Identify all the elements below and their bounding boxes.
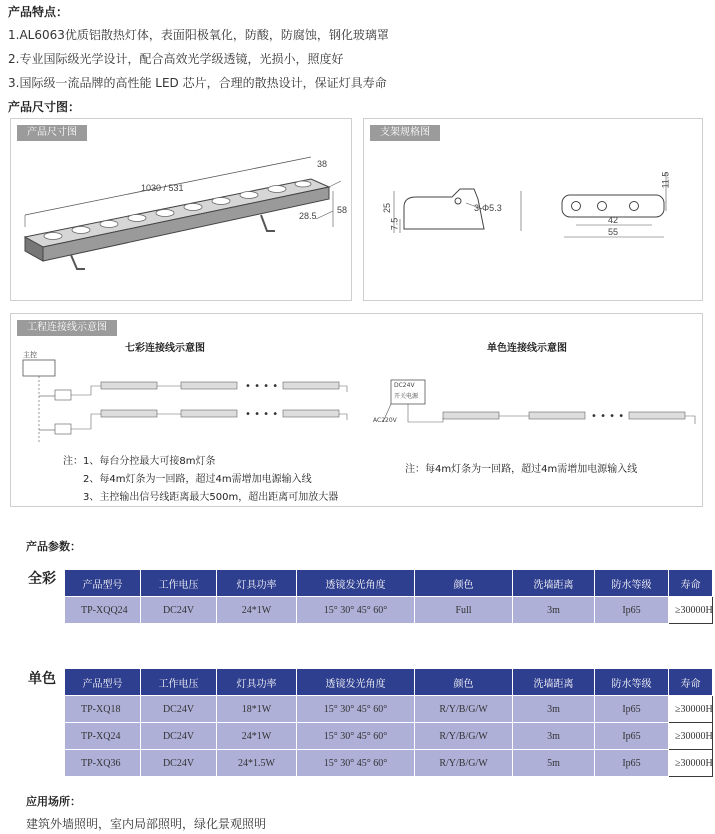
cell-color: R/Y/B/G/W xyxy=(415,750,513,777)
col-wash-distance: 洗墙距离 xyxy=(513,669,595,696)
cell-life: ≥30000H xyxy=(669,597,713,624)
col-power: 灯具功率 xyxy=(217,669,297,696)
col-life: 寿命 xyxy=(669,570,713,597)
ac-label: AC220V xyxy=(373,417,397,424)
dimension-panel-title: 产品尺寸图 xyxy=(17,125,87,141)
rgb-note-2: 2、每4m灯条为一回路，超过4m需增加电源输入线 xyxy=(83,474,312,485)
wiring-panel-title: 工程连接线示意图 xyxy=(17,320,117,336)
cell-voltage: DC24V xyxy=(141,723,217,750)
cell-life: ≥30000H xyxy=(669,723,713,750)
col-ip: 防水等级 xyxy=(595,570,669,597)
dim-55: 55 xyxy=(608,227,619,237)
length-label: 1030 / 531 xyxy=(141,183,184,193)
mono-note: 注：每4m灯条为一回路，超过4m需增加电源输入线 xyxy=(405,464,638,475)
features-heading: 产品特点： xyxy=(8,5,69,19)
col-life: 寿命 xyxy=(669,669,713,696)
cell-distance: 3m xyxy=(513,597,595,624)
wiring-panel xyxy=(10,313,703,507)
cell-angle: 15° 30° 45° 60° xyxy=(297,723,415,750)
dim-58: 58 xyxy=(337,205,348,215)
mono-side-label: 单色 xyxy=(28,671,56,687)
cell-distance: 3m xyxy=(513,696,595,723)
col-wash-distance: 洗墙距离 xyxy=(513,570,595,597)
cell-power: 24*1.5W xyxy=(217,750,297,777)
cell-voltage: DC24V xyxy=(141,597,217,624)
dim-42: 42 xyxy=(608,215,619,225)
cell-angle: 15° 30° 45° 60° xyxy=(297,696,415,723)
cell-life: ≥30000H xyxy=(669,750,713,777)
cell-voltage: DC24V xyxy=(141,750,217,777)
cell-model: TP-XQQ24 xyxy=(65,597,141,624)
mono-params-table xyxy=(64,668,713,777)
col-model: 产品型号 xyxy=(65,669,141,696)
cell-model: TP-XQ18 xyxy=(65,696,141,723)
rgb-note-3: 3、主控输出信号线距离最大500m，超出距离可加放大器 xyxy=(83,492,339,503)
dim-11-5: 11.5 xyxy=(660,171,671,189)
rgb-side-label: 全彩 xyxy=(28,571,56,587)
col-ip: 防水等级 xyxy=(595,669,669,696)
rgb-wiring-title: 七彩连接线示意图 xyxy=(125,343,205,354)
bracket-panel-title: 支架规格图 xyxy=(370,125,440,141)
dimension-panel xyxy=(10,118,352,301)
svg-text:• • • •: • • • • xyxy=(245,381,279,392)
cell-ip: Ip65 xyxy=(595,750,669,777)
feature-item: 1.AL6063优质铝散热灯体，表面阳极氧化，防酸，防腐蚀，钢化玻璃罩 xyxy=(8,28,389,42)
cell-ip: Ip65 xyxy=(595,696,669,723)
col-model: 产品型号 xyxy=(65,570,141,597)
table-row xyxy=(65,750,713,777)
application-text: 建筑外墙照明，室内局部照明，绿化景观照明 xyxy=(26,817,267,831)
cell-color: R/Y/B/G/W xyxy=(415,723,513,750)
cell-ip: Ip65 xyxy=(595,723,669,750)
cell-ip: Ip65 xyxy=(595,597,669,624)
col-color: 颜色 xyxy=(415,669,513,696)
controller-label: 主控 xyxy=(23,351,37,359)
rgb-note-1: 注：1、每台分控最大可接8m灯条 xyxy=(63,456,216,467)
dim-25: 25 xyxy=(382,202,393,214)
bracket-drawing xyxy=(364,119,704,302)
cell-distance: 5m xyxy=(513,750,595,777)
rgb-params-table xyxy=(64,569,713,624)
feature-item: 3.国际级一流品牌的高性能 LED 芯片，合理的散热设计，保证灯具寿命 xyxy=(8,76,387,90)
table-row xyxy=(65,696,713,723)
cell-voltage: DC24V xyxy=(141,696,217,723)
cell-model: TP-XQ24 xyxy=(65,723,141,750)
cell-model: TP-XQ36 xyxy=(65,750,141,777)
col-angle: 透镜发光角度 xyxy=(297,669,415,696)
cell-angle: 15° 30° 45° 60° xyxy=(297,750,415,777)
col-power: 灯具功率 xyxy=(217,570,297,597)
psu-label-1: DC24V xyxy=(394,382,415,389)
size-heading: 产品尺寸图： xyxy=(8,100,81,114)
dim-38: 38 xyxy=(317,159,328,169)
table-row xyxy=(65,597,713,624)
mono-wiring-title: 单色连接线示意图 xyxy=(487,343,567,354)
cell-life: ≥30000H xyxy=(669,696,713,723)
feature-item: 2.专业国际级光学设计，配合高效光学级透镜，光损小，照度好 xyxy=(8,52,344,66)
params-heading: 产品参数： xyxy=(26,540,81,553)
cell-power: 18*1W xyxy=(217,696,297,723)
cell-distance: 3m xyxy=(513,723,595,750)
dim-28-5: 28.5 xyxy=(299,211,317,221)
col-color: 颜色 xyxy=(415,570,513,597)
cell-power: 24*1W xyxy=(217,597,297,624)
application-heading: 应用场所： xyxy=(26,795,81,808)
table-row xyxy=(65,723,713,750)
cell-color: R/Y/B/G/W xyxy=(415,696,513,723)
cell-angle: 15° 30° 45° 60° xyxy=(297,597,415,624)
cell-color: Full xyxy=(415,597,513,624)
psu-label-2: 开关电源 xyxy=(394,393,419,400)
dim-phi: 3-Φ5.3 xyxy=(474,203,502,213)
svg-text:• • • •: • • • • xyxy=(245,409,279,420)
bracket-panel xyxy=(363,118,703,301)
col-voltage: 工作电压 xyxy=(141,570,217,597)
dim-7-5: 7.5 xyxy=(389,217,400,231)
col-angle: 透镜发光角度 xyxy=(297,570,415,597)
col-voltage: 工作电压 xyxy=(141,669,217,696)
cell-power: 24*1W xyxy=(217,723,297,750)
svg-text:• • • •: • • • • xyxy=(591,411,625,422)
